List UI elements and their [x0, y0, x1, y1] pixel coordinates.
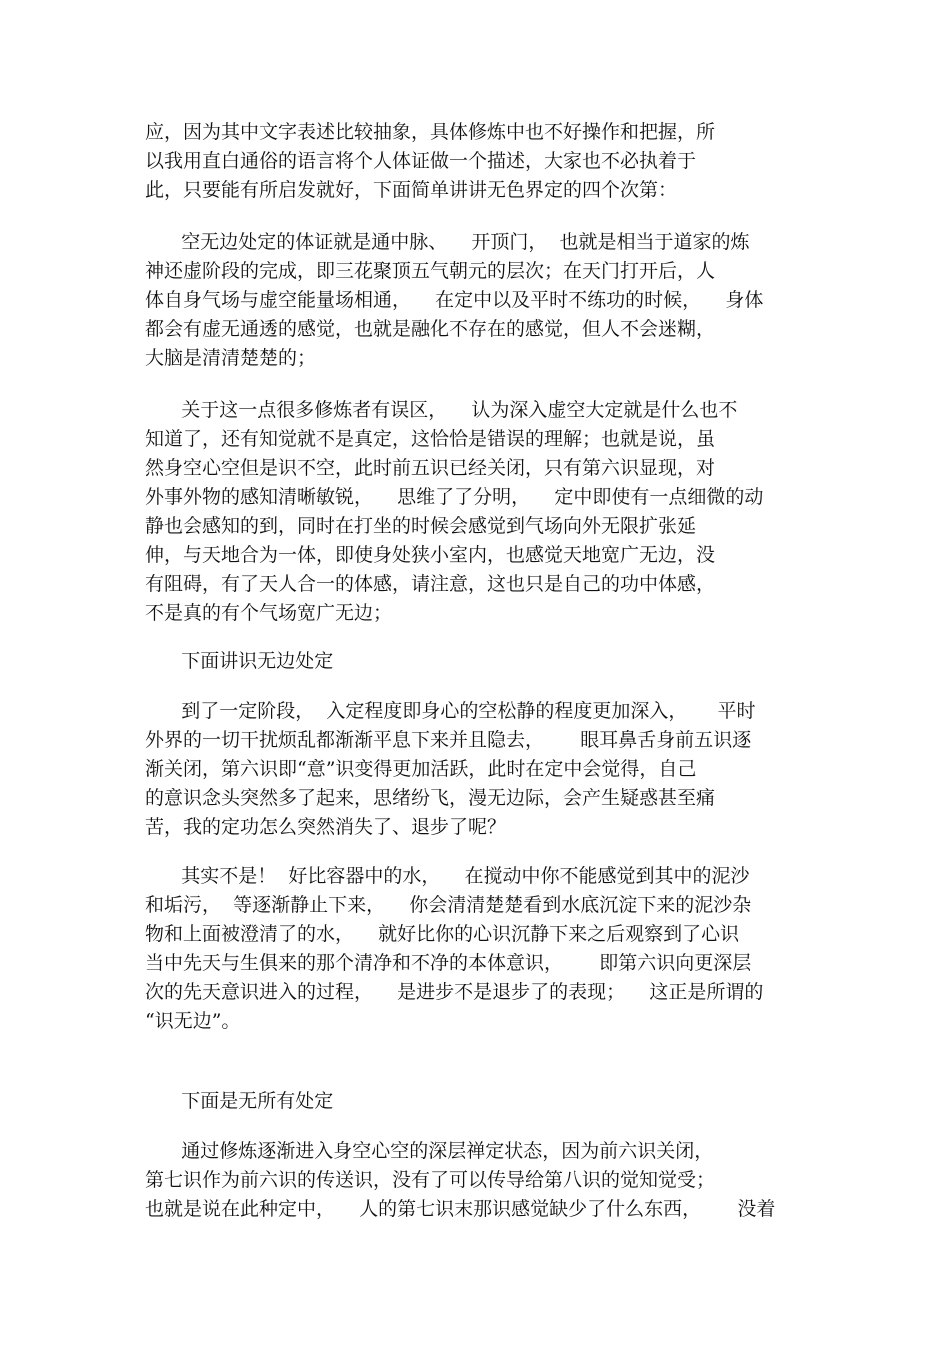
paragraph-kong-wu-bian — [145, 228, 825, 373]
text-line: 应，因为其中文字表述比较抽象，具体修炼中也不好操作和把握，所 — [145, 121, 716, 143]
paragraph-misconception — [145, 396, 825, 628]
paragraph-wu-suo-you — [145, 1137, 825, 1224]
text-line: 渐关闭，第六识即“意”识变得更加活跃，此时在定中会觉得，自己 — [145, 758, 697, 780]
text-line: 第七识作为前六识的传送识，没有了可以传导给第八识的觉知觉受； — [145, 1169, 716, 1191]
text-line: 物和上面被澄清了的水， 就好比你的心识沉静下来之后观察到了心识 — [145, 923, 740, 945]
text-line: 此，只要能有所启发就好，下面简单讲讲无色界定的四个次第： — [145, 179, 678, 201]
text-line: 然身空心空但是识不空，此时前五识已经关闭，只有第六识显现，对 — [145, 457, 716, 479]
text-line: 外界的一切干扰烦乱都渐渐平息下来并且隐去， 眼耳鼻舌身前五识逐 — [145, 729, 752, 751]
text-line: 有阻碍，有了天人合一的体感，请注意，这也只是自己的功中体感， — [145, 573, 716, 595]
paragraph-intro — [145, 118, 825, 205]
text-line: “识无边”。 — [145, 1010, 241, 1032]
paragraph-water-analogy — [145, 862, 825, 1036]
text-line: 空无边处定的体证就是通中脉、 开顶门， 也就是相当于道家的炼 — [145, 231, 750, 253]
text-line: 不是真的有个气场宽广无边； — [145, 602, 393, 624]
text-line: 体自身气场与虚空能量场相通， 在定中以及平时不练功的时候， 身体 — [145, 289, 764, 311]
section-heading: 下面讲识无边处定 — [145, 650, 334, 672]
text-line: 其实不是！ 好比容器中的水， 在搅动中你不能感觉到其中的泥沙 — [145, 865, 750, 887]
paragraph-shi-wu-bian — [145, 697, 825, 842]
text-line: 知道了，还有知觉就不是真定，这恰恰是错误的理解；也就是说，虽 — [145, 428, 716, 450]
section-heading-wu-suo-you — [145, 1087, 825, 1116]
text-line: 以我用直白通俗的语言将个人体证做一个描述，大家也不必执着于 — [145, 150, 697, 172]
text-line: 通过修炼逐渐进入身空心空的深层禅定状态，因为前六识关闭， — [145, 1140, 714, 1162]
text-line: 大脑是清清楚楚的； — [145, 347, 317, 369]
text-line: 当中先天与生俱来的那个清净和不净的本体意识， 即第六识向更深层 — [145, 952, 752, 974]
text-line: 都会有虚无通透的感觉，也就是融化不存在的感觉，但人不会迷糊， — [145, 318, 716, 340]
section-heading-shi-wu-bian — [145, 647, 825, 676]
text-line: 也就是说在此种定中， 人的第七识末那识感觉缺少了什么东西， 没着 — [145, 1198, 776, 1220]
text-line: 苦，我的定功怎么突然消失了、退步了呢？ — [145, 816, 507, 838]
section-heading: 下面是无所有处定 — [145, 1090, 334, 1112]
text-line: 关于这一点很多修炼者有误区， 认为深入虚空大定就是什么也不 — [145, 399, 738, 421]
text-line: 次的先天意识进入的过程， 是进步不是退步了的表现； 这正是所谓的 — [145, 981, 764, 1003]
text-line: 神还虚阶段的完成，即三花聚顶五气朝元的层次；在天门打开后，人 — [145, 260, 716, 282]
text-line: 到了一定阶段， 入定程度即身心的空松静的程度更加深入， 平时 — [145, 700, 756, 722]
text-line: 外事外物的感知清晰敏锐， 思维了了分明， 定中即使有一点细微的动 — [145, 486, 764, 508]
text-line: 的意识念头突然多了起来，思绪纷飞，漫无边际，会产生疑惑甚至痛 — [145, 787, 716, 809]
text-line: 伸，与天地合为一体，即使身处狭小室内，也感觉天地宽广无边，没 — [145, 544, 716, 566]
text-line: 和垢污， 等逐渐静止下来， 你会清清楚楚看到水底沉淀下来的泥沙杂 — [145, 894, 752, 916]
text-line: 静也会感知的到，同时在打坐的时候会感觉到气场向外无限扩张延 — [145, 515, 697, 537]
